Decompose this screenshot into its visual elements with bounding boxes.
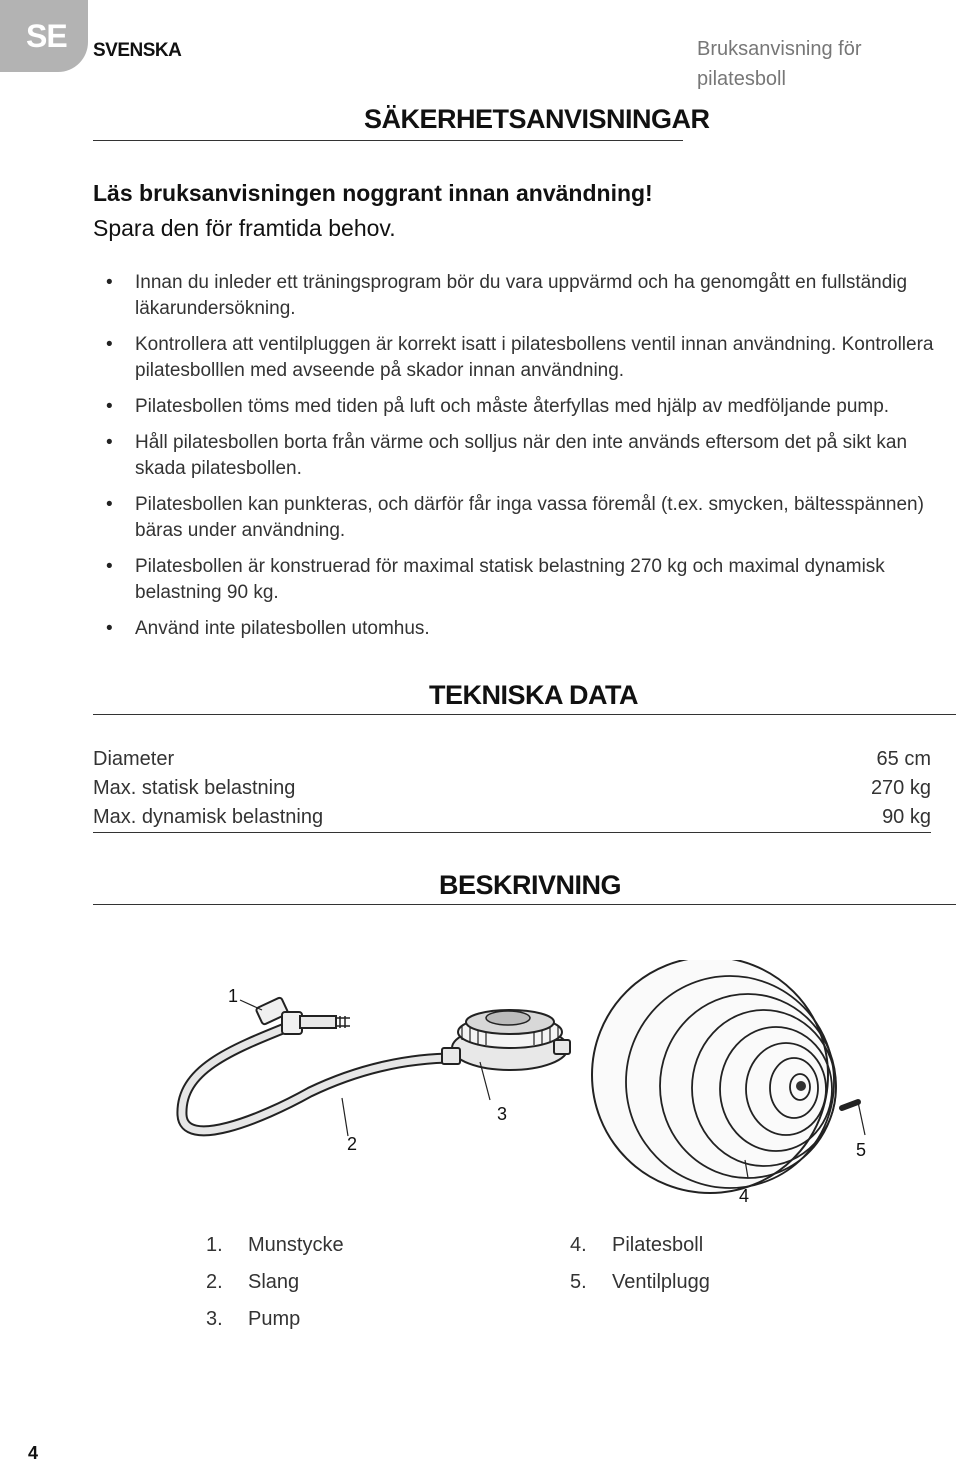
document-title: Bruksanvisning för pilatesboll [697,38,862,90]
safety-item: • Använd inte pilatesbollen utomhus. [106,616,956,642]
safety-heading: SÄKERHETSANVISNINGAR [364,104,710,134]
hose-illustration [182,1026,455,1131]
spec-label: Max. statisk belastning [93,777,296,799]
parts-list-right [570,1227,710,1301]
bullet-icon: • [106,272,113,293]
specs-heading: TEKNISKA DATA [429,680,638,710]
callout-4: 4 [739,1186,750,1206]
part-item: 3. Pump [206,1308,301,1330]
part-item: 2. Slang [206,1271,300,1293]
description-rule [93,904,956,905]
spec-label: Max. dynamisk belastning [93,806,324,828]
bullet-icon: • [106,618,113,639]
description-heading: BESKRIVNING [439,870,622,900]
bullet-icon: • [106,432,113,453]
intro-warning: Läs bruksanvisningen noggrant innan användning! [93,180,653,206]
safety-item: • Innan du inleder ett träningsprogram bör du vara uppvärmd och ha genomgått en fullständig läkarundersökning. [106,272,908,319]
intro-note: Spara den för framtida behov. [93,215,396,241]
bullet-icon: • [106,396,113,417]
safety-rule [93,140,683,141]
safety-list [106,270,956,652]
callout-2: 2 [347,1134,358,1154]
callout-1: 1 [228,986,239,1006]
callout-3: 3 [497,1104,508,1124]
language-name: SVENSKA [93,40,182,61]
product-illustration [170,960,930,1210]
spec-value: 270 kg [870,777,931,799]
spec-value: 65 cm [876,748,931,770]
safety-item: • Pilatesbollen töms med tiden på luft och måste återfyllas med hjälp av medföljande pump. [106,394,956,420]
language-tab [0,0,88,72]
valve-plug-illustration [842,1102,858,1108]
spec-label: Diameter [93,748,175,770]
safety-item: • Pilatesbollen är konstruerad för maximal statisk belastning 270 kg och maximal dynamisk belastning 90 kg. [106,556,885,603]
safety-intro [93,176,653,246]
specs-rule [93,714,956,715]
parts-list-left [206,1227,344,1338]
page-number: 4 [28,1443,39,1463]
spec-row [93,773,931,803]
part-item: 1. Munstycke [206,1234,344,1256]
specs-bottom-rule [93,832,931,833]
part-item: 4. Pilatesboll [570,1234,704,1256]
safety-item: • Kontrollera att ventilpluggen är korrekt isatt i pilatesbollens ventil innan användning. Kontrollera pilatesbolllen med avseende på skador innan användning. [106,334,934,381]
safety-item: • Håll pilatesbollen borta från värme och solljus när den inte används eftersom det på sikt kan skada pilatesbollen. [106,432,908,479]
part-item: 5. Ventilplugg [570,1271,710,1293]
language-code: SE [26,18,67,54]
spec-value: 90 kg [882,806,931,828]
callout-5: 5 [856,1140,867,1160]
safety-item: • Pilatesbollen kan punkteras, och därför får inga vassa föremål (t.ex. smycken, bältesspännen) bäras under användning. [106,494,924,541]
bullet-icon: • [106,494,113,515]
pump-illustration [442,1010,570,1070]
spec-row [93,802,931,832]
bullet-icon: • [106,556,113,577]
spec-row [93,744,931,774]
pilates-ball-illustration [592,960,836,1193]
bullet-icon: • [106,334,113,355]
